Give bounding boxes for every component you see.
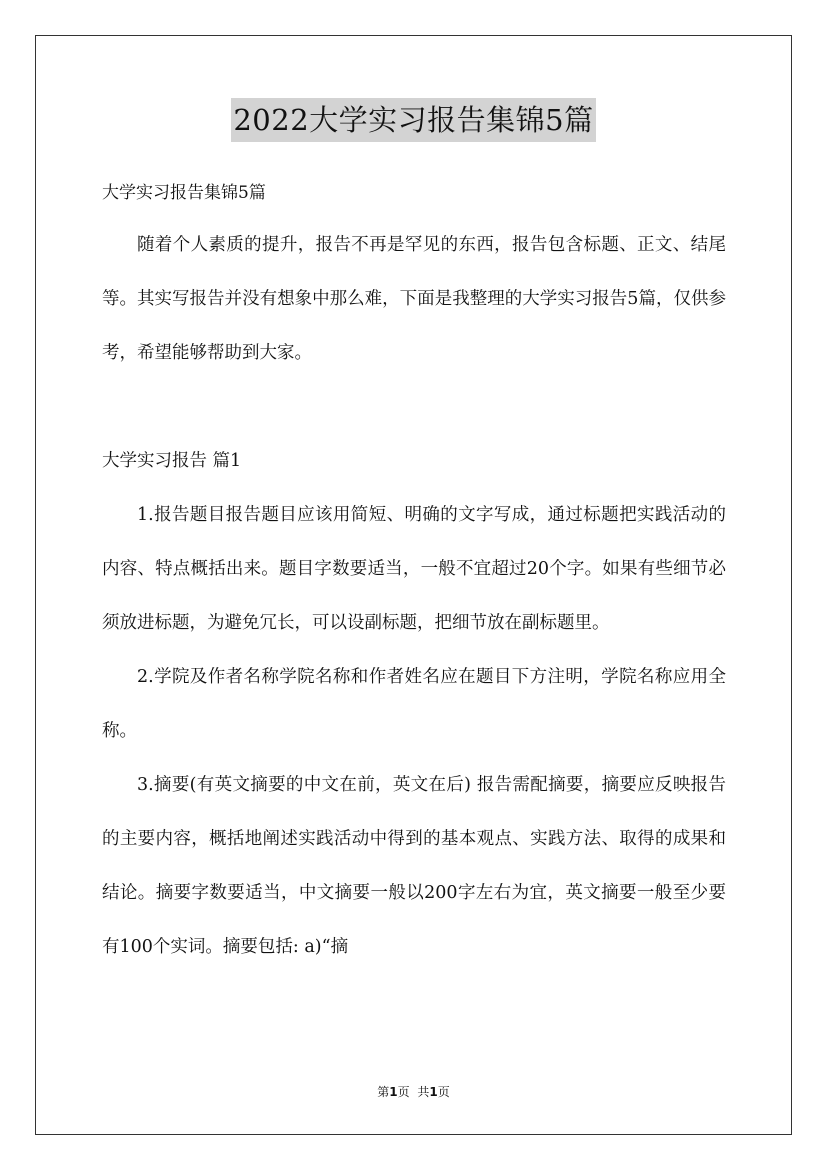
document-subtitle: 大学实习报告集锦5篇: [102, 183, 266, 203]
intro-paragraph: 随着个人素质的提升，报告不再是罕见的东西，报告包含标题、正文、结尾等。其实写报告并没有想象中那么难，下面是我整理的大学实习报告5篇，仅供参考，希望能够帮助到大家。: [102, 235, 726, 363]
title-container: [0, 98, 827, 142]
footer-total-prefix: 共: [417, 1085, 430, 1099]
body-paragraph-1: 1.报告题目报告题目应该用简短、明确的文字写成，通过标题把实践活动的内容、特点概括出来。题目字数要适当，一般不宜超过20个字。如果有些细节必须放进标题，为避免冗长，可以设副标题，把细节放在副标题里。: [102, 505, 726, 633]
footer-page-suffix: 页: [397, 1085, 410, 1099]
footer-total-suffix: 页: [437, 1085, 450, 1099]
body-paragraph-3: 3.摘要(有英文摘要的中文在前，英文在后) 报告需配摘要，摘要应反映报告的主要内容，概括地阐述实践活动中得到的基本观点、实践方法、取得的成果和结论。摘要字数要适当，中文摘要一般以200字左右为宜，英文摘要一般至少要有100个实词。摘要包括: a)“摘: [102, 775, 726, 957]
body-paragraph-2: 2.学院及作者名称学院名称和作者姓名应在题目下方注明，学院名称应用全称。: [102, 667, 726, 741]
footer-page-number: 1: [389, 1085, 398, 1099]
footer-page-prefix: 第: [377, 1085, 390, 1099]
footer-total-pages: 1: [429, 1085, 438, 1099]
document-title: 2022大学实习报告集锦5篇: [231, 98, 595, 142]
section-heading: 大学实习报告 篇1: [102, 451, 242, 471]
page-footer: [0, 1083, 827, 1100]
document-body: [102, 218, 726, 974]
